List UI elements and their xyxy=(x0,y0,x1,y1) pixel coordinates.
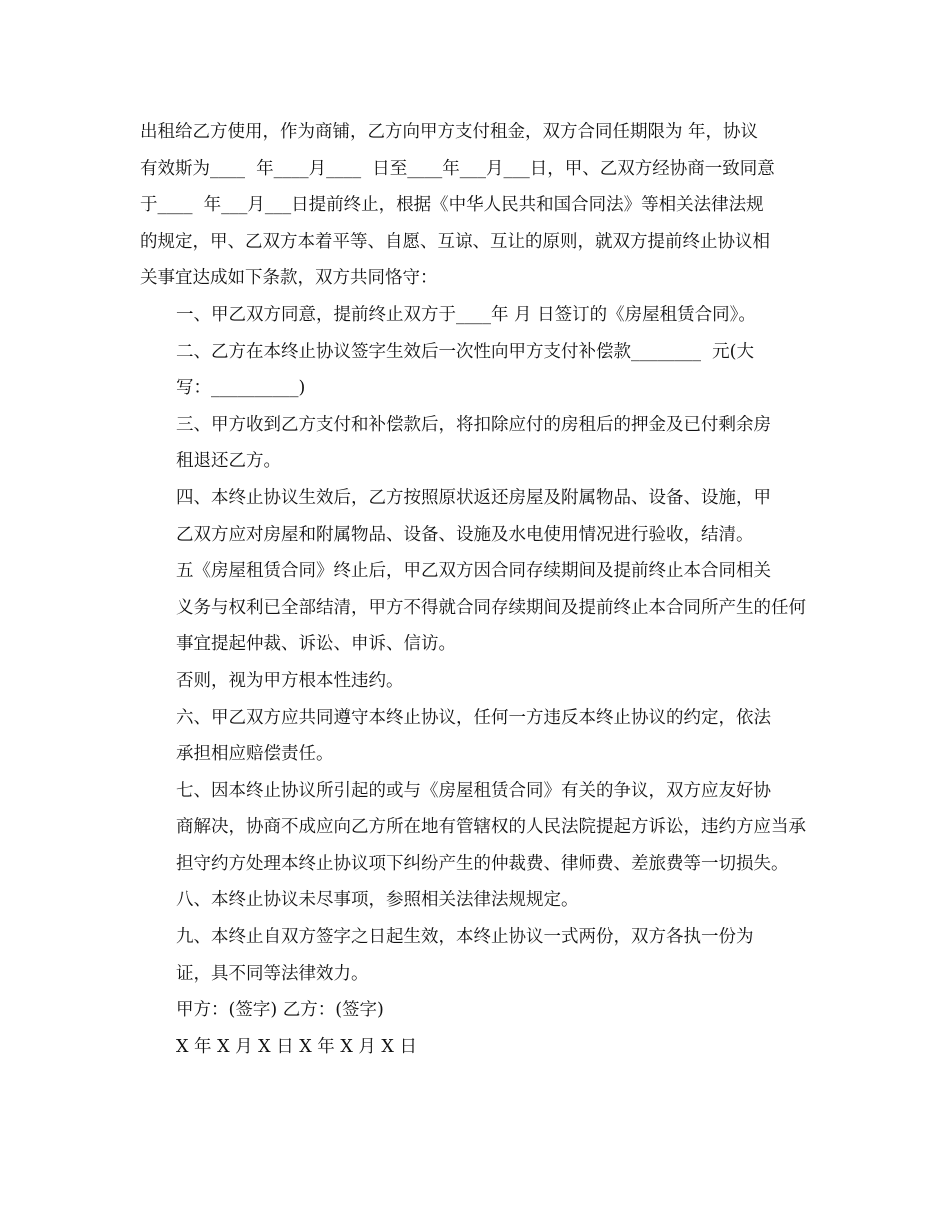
paragraph-clause-7 xyxy=(140,773,810,883)
text-line: 于____ 年___月___日提前终止，根据《中华人民共和国合同法》等相关法律法规 xyxy=(140,195,764,216)
text-line: 事宜提起仲裁、诉讼、申诉、信访。 xyxy=(176,634,456,655)
text-line: 出租给乙方使用，作为商铺，乙方向甲方支付租金，双方合同任期限为 年，协议 xyxy=(140,122,759,142)
paragraph-clause-6 xyxy=(140,700,810,773)
paragraph-clause-5 xyxy=(140,553,810,663)
text-line: 的规定，甲、乙双方本着平等、自愿、互谅、互让的原则，就双方提前终止协议相 xyxy=(140,231,770,252)
paragraph-clause-4 xyxy=(140,480,810,553)
text-line: 有效斯为____ 年____月____ 日至____年___月___日，甲、乙双方经协商一致同意 xyxy=(140,158,775,179)
paragraph-clause-9 xyxy=(140,919,810,992)
document-page xyxy=(140,114,810,1065)
text-line: 否则，视为甲方根本性违约。 xyxy=(176,670,404,691)
text-line: 九、本终止自双方签字之日起生效，本终止协议一式两份，双方各执一份为 xyxy=(176,927,754,948)
text-line: 乙双方应对房屋和附属物品、设备、设施及水电使用情况进行验收，结清。 xyxy=(176,524,754,545)
text-line: 七、因本终止协议所引起的或与《房屋租赁合同》有关的争议，双方应友好协 xyxy=(176,780,771,801)
paragraph-dates xyxy=(140,1029,810,1066)
paragraph-intro xyxy=(140,114,810,297)
text-line: 三、甲方收到乙方支付和补偿款后，将扣除应付的房租后的押金及已付剩余房 xyxy=(176,414,771,435)
text-line: 证，具不同等法律效力。 xyxy=(176,963,369,984)
text-line: 四、本终止协议生效后，乙方按照原状返还房屋及附属物品、设备、设施，甲 xyxy=(176,487,771,508)
paragraph-clause-1 xyxy=(140,297,810,334)
text-line: 承担相应赔偿责任。 xyxy=(176,744,334,765)
text-line: 商解决，协商不成应向乙方所在地有管辖权的人民法院提起方诉讼，违约方应当承 xyxy=(176,817,806,838)
text-line: 担守约方处理本终止协议项下纠纷产生的仲裁费、律师费、差旅费等一切损失。 xyxy=(176,853,789,874)
text-line: 八、本终止协议未尽事项，参照相关法律法规规定。 xyxy=(176,890,579,911)
paragraph-clause-5-note xyxy=(140,663,810,700)
text-line: X 年 X 月 X 日 X 年 X 月 X 日 xyxy=(176,1036,417,1057)
paragraph-clause-2 xyxy=(140,334,810,407)
text-line: 五《房屋租赁合同》终止后，甲乙双方因合同存续期间及提前终止本合同相关 xyxy=(176,561,771,582)
text-line: 租退还乙方。 xyxy=(176,451,281,472)
text-line: 义务与权利已全部结清，甲方不得就合同存续期间及提前终止本合同所产生的任何 xyxy=(176,597,806,618)
text-line: 关事宜达成如下条款，双方共同恪守： xyxy=(140,268,438,289)
text-line: 写：__________) xyxy=(176,378,306,399)
text-line: 一、甲乙双方同意，提前终止双方于____年 月 日签订的《房屋租赁合同》。 xyxy=(176,304,756,325)
paragraph-signatures xyxy=(140,992,810,1029)
text-line: 六、甲乙双方应共同遵守本终止协议，任何一方违反本终止协议的约定，依法 xyxy=(176,707,771,728)
document-body xyxy=(140,114,810,1065)
text-line: 甲方：(签字) 乙方：(签字) xyxy=(176,1000,384,1021)
paragraph-clause-8 xyxy=(140,882,810,919)
paragraph-clause-3 xyxy=(140,407,810,480)
text-line: 二、乙方在本终止协议签字生效后一次性向甲方支付补偿款________ 元(大 xyxy=(176,341,754,362)
